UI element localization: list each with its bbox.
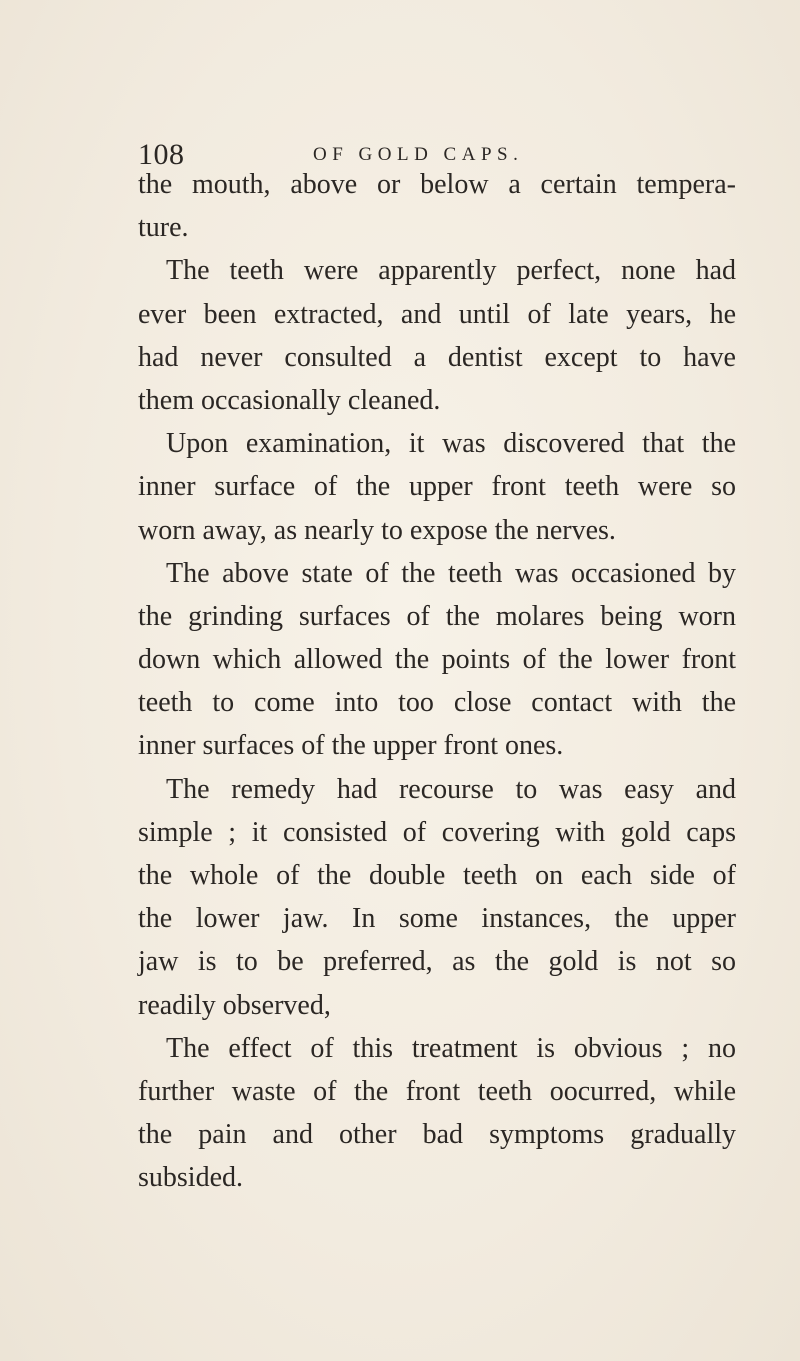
text-line: teeth to come into too close contact with the	[138, 687, 736, 719]
text-line: worn away, as nearly to expose the nerves.	[138, 514, 616, 546]
text-line: them occasionally cleaned.	[138, 384, 441, 416]
text-line: ture.	[138, 212, 189, 244]
text-line: inner surfaces of the upper front ones.	[138, 730, 564, 762]
text-line: inner surface of the upper front teeth were so	[138, 471, 736, 503]
text-line: down which allowed the points of the lower front	[138, 644, 736, 676]
text-line: ever been extracted, and until of late years, he	[138, 298, 736, 330]
page-number: 108	[138, 138, 185, 171]
text-line: jaw is to be preferred, as the gold is not so	[138, 946, 736, 978]
text-line: simple ; it consisted of covering with gold caps	[138, 816, 736, 848]
text-line: The effect of this treatment is obvious ; no	[166, 1032, 736, 1064]
text-line: subsided.	[138, 1162, 243, 1194]
text-line: the mouth, above or below a certain tempera-	[138, 169, 736, 200]
text-line: The above state of the teeth was occasioned by	[166, 557, 736, 589]
text-line: the lower jaw. In some instances, the upper	[138, 903, 736, 935]
text-line: readily observed,	[138, 989, 331, 1021]
text-line: had never consulted a dentist except to have	[138, 341, 736, 373]
text-line: further waste of the front teeth oocurred, while	[138, 1075, 736, 1107]
running-head: OF GOLD CAPS.	[313, 144, 524, 165]
body-text	[138, 163, 736, 1200]
text-line: The teeth were apparently perfect, none had	[166, 255, 736, 287]
text-line: the whole of the double teeth on each side of	[138, 860, 736, 891]
text-line: Upon examination, it was discovered that the	[166, 428, 736, 460]
text-line: The remedy had recourse to was easy and	[166, 773, 736, 805]
text-line: the grinding surfaces of the molares being worn	[138, 600, 736, 632]
text-line: the pain and other bad symptoms gradually	[138, 1119, 736, 1151]
